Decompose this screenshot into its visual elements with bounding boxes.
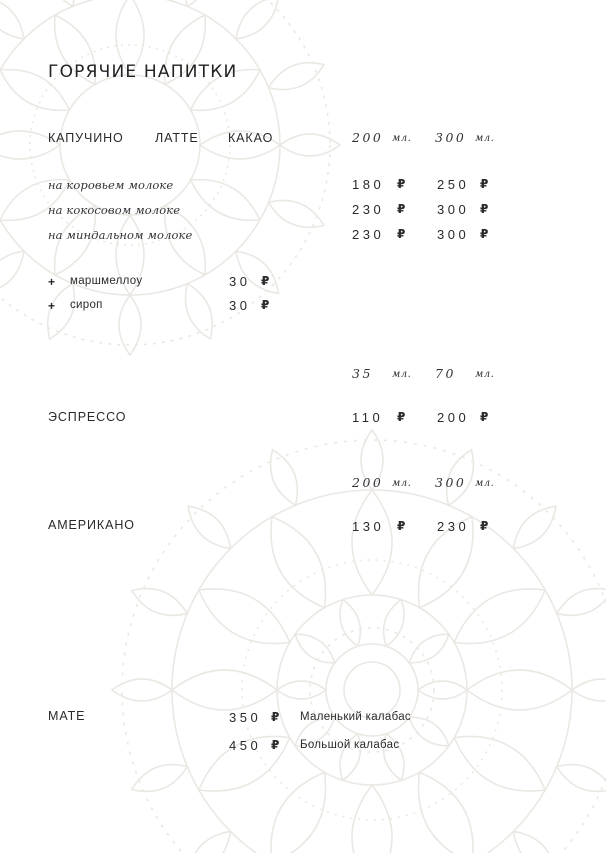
petal-shape: [132, 589, 187, 616]
price-value: 350: [229, 710, 262, 725]
drink-name-cocoa: КАКАО: [228, 131, 274, 145]
petal-shape: [454, 736, 545, 791]
petal-shape: [271, 517, 326, 608]
price-value: 450: [229, 738, 262, 753]
petal-shape: [454, 589, 545, 644]
price-value: 200: [437, 410, 470, 425]
petal-shape: [0, 0, 24, 39]
petal-shape: [277, 681, 326, 699]
volume-small: 200: [352, 475, 384, 490]
petal-shape: [572, 679, 606, 701]
volume-unit: мл.: [475, 369, 495, 380]
petal-shape: [271, 450, 298, 505]
ruble-sign: ₽: [397, 519, 406, 533]
price-value: 130: [352, 519, 385, 534]
ruble-sign: ₽: [271, 738, 280, 752]
volume-large: 70: [435, 366, 456, 381]
ruble-sign: ₽: [480, 410, 489, 424]
petal-shape: [280, 134, 340, 156]
drink-name-latte: ЛАТТЕ: [155, 131, 199, 145]
milk-option-label: на кокосовом молоке: [48, 203, 181, 217]
petal-shape: [352, 490, 392, 595]
volume-unit: мл.: [392, 369, 412, 380]
petal-shape: [112, 679, 172, 701]
bottom-mandala: [112, 430, 606, 853]
milk-option-label: на миндальном молоке: [48, 228, 193, 242]
petal-shape: [384, 600, 404, 647]
petal-shape: [185, 0, 212, 6]
petal-shape: [513, 506, 555, 548]
ruble-sign: ₽: [397, 410, 406, 424]
petal-shape: [188, 831, 230, 853]
petal-shape: [352, 785, 392, 853]
volume-unit: мл.: [475, 478, 495, 489]
petal-shape: [467, 670, 572, 710]
price-value: 230: [352, 202, 385, 217]
page-title: ГОРЯЧИЕ НАПИТКИ: [48, 62, 238, 82]
price-value: 250: [437, 177, 470, 192]
volume-unit: мл.: [392, 478, 412, 489]
volume-unit: мл.: [475, 133, 495, 144]
ruble-sign: ₽: [480, 519, 489, 533]
petal-shape: [119, 295, 141, 355]
price-value: 230: [437, 519, 470, 534]
ruble-sign: ₽: [261, 298, 270, 312]
ruble-sign: ₽: [271, 710, 280, 724]
ruble-sign: ₽: [480, 177, 489, 191]
ruble-sign: ₽: [261, 274, 270, 288]
volume-small: 200: [352, 130, 384, 145]
petal-shape: [0, 251, 24, 293]
ruble-sign: ₽: [480, 202, 489, 216]
ruble-sign: ₽: [480, 227, 489, 241]
petal-shape: [271, 772, 326, 853]
price-value: 180: [352, 177, 385, 192]
price-value: 300: [437, 202, 470, 217]
milk-option-label: на коровьем молоке: [48, 178, 174, 192]
petal-shape: [172, 670, 277, 710]
volume-unit: мл.: [392, 133, 412, 144]
ruble-sign: ₽: [397, 227, 406, 241]
petal-shape: [340, 600, 360, 647]
petal-shape: [199, 589, 290, 644]
petal-shape: [513, 831, 555, 853]
addon-name: маршмеллоу: [70, 275, 143, 287]
petal-shape: [132, 765, 187, 792]
ruble-sign: ₽: [397, 177, 406, 191]
petal-shape: [557, 589, 606, 616]
petal-shape: [409, 717, 449, 746]
ruble-sign: ₽: [397, 202, 406, 216]
petal-shape: [409, 634, 449, 663]
plus-icon: +: [48, 275, 56, 289]
drink-name-americano: АМЕРИКАНО: [48, 518, 135, 532]
petal-shape: [48, 0, 75, 6]
price-value: 110: [352, 410, 384, 425]
volume-large: 300: [435, 130, 467, 145]
plus-icon: +: [48, 299, 56, 313]
petal-shape: [418, 772, 473, 853]
addon-price: 30: [229, 274, 251, 289]
petal-shape: [269, 63, 324, 90]
petal-shape: [236, 0, 278, 39]
drink-name-mate: МАТЕ: [48, 709, 86, 723]
volume-large: 300: [435, 475, 467, 490]
mate-option-desc: Большой калабас: [300, 739, 400, 751]
petal-shape: [191, 180, 260, 221]
petal-shape: [418, 681, 467, 699]
addon-price: 30: [229, 298, 251, 313]
petal-shape: [188, 506, 230, 548]
drink-name-cappuccino: КАПУЧИНО: [48, 131, 124, 145]
price-value: 300: [437, 227, 470, 242]
addon-name: сироп: [70, 299, 103, 311]
drink-name-espresso: ЭСПРЕССО: [48, 410, 127, 424]
volume-small: 35: [352, 366, 373, 381]
petal-shape: [269, 200, 324, 227]
price-value: 230: [352, 227, 385, 242]
mate-option-desc: Маленький калабас: [300, 711, 411, 723]
petal-shape: [185, 284, 212, 339]
petal-shape: [557, 765, 606, 792]
petal-shape: [295, 634, 335, 663]
